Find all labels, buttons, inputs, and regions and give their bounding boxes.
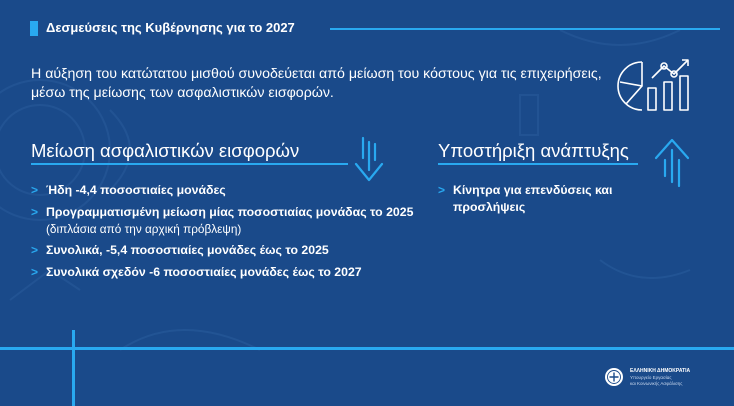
footer-vertical-accent <box>72 330 75 406</box>
list-item-note: (διπλάσια από την αρχική πρόβλεψη) <box>46 221 242 236</box>
header <box>30 19 720 39</box>
chevron-right-icon: > <box>31 243 39 257</box>
chevron-right-icon: > <box>31 264 39 279</box>
list-item <box>31 264 436 281</box>
logo-line-3: και Κοινωνικής Ασφάλισης <box>630 381 683 386</box>
list-item <box>31 204 436 238</box>
pie-bar-chart-icon <box>612 52 696 116</box>
list-item <box>31 242 436 259</box>
section-underline-left <box>31 163 348 165</box>
chevron-right-icon: > <box>438 183 446 197</box>
chevron-right-icon: > <box>31 183 39 197</box>
growth-list <box>438 182 638 221</box>
list-item-text: Συνολικά σχεδόν -6 ποσοστιαίες μονάδες έως το 2027 <box>46 264 362 279</box>
intro-text: Η αύξηση του κατώτατου μισθού συνοδεύεται από μείωση του κόστους για τις επιχειρήσεις, μέσω της μείωσης των ασφαλιστικών εισφορών. <box>31 66 602 101</box>
logo-line-2: Υπουργείο Εργασίας <box>630 375 672 380</box>
arrow-up-icon <box>652 136 692 190</box>
list-item-text: Κίνητρα για επενδύσεις και προσλήψεις <box>453 183 613 214</box>
list-item <box>31 182 436 199</box>
list-item <box>438 182 638 216</box>
list-item-text: Συνολικά, -5,4 ποσοστιαίες μονάδες έως το 2025 <box>46 243 329 257</box>
header-divider <box>330 28 720 30</box>
header-marker <box>30 21 38 36</box>
list-item-text: Ήδη -4,4 ποσοστιαίες μονάδες <box>46 183 226 197</box>
arrow-down-icon <box>353 136 385 184</box>
contributions-list <box>31 182 436 285</box>
chevron-right-icon: > <box>31 204 39 219</box>
footer-divider <box>0 347 734 350</box>
greek-emblem-icon <box>604 367 624 387</box>
page-title: Δεσμεύσεις της Κυβέρνησης για το 2027 <box>46 20 295 35</box>
ministry-logo <box>604 365 734 391</box>
section-title-growth: Υποστήριξη ανάπτυξης <box>438 140 629 161</box>
section-title-contributions: Μείωση ασφαλιστικών εισφορών <box>31 140 300 161</box>
section-underline-right <box>438 163 638 165</box>
list-item-text: Προγραμματισμένη μείωση μίας ποσοστιαίας μονάδας το 2025 <box>46 204 414 219</box>
logo-line-1: ΕΛΛΗΝΙΚΗ ΔΗΜΟΚΡΑΤΙΑ <box>630 368 691 374</box>
